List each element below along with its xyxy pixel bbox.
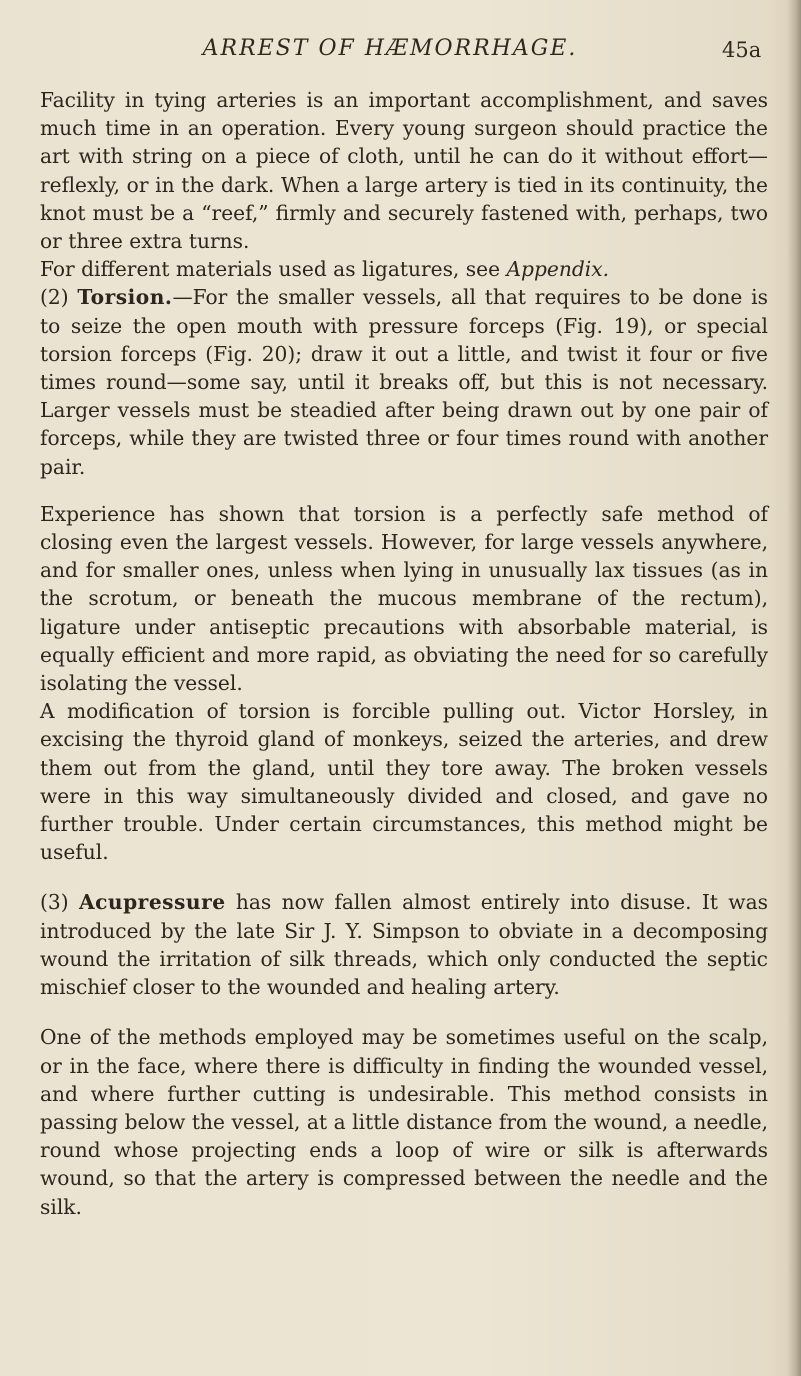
body-text (40, 86, 768, 1221)
paragraph-appendix-reference (40, 255, 768, 283)
acupressure-text: has now fallen almost entirely into disuse. It was introduced by the late Sir J. Y. Simpson to obviate in a decomposing wound the irritation of silk threads, which only conducted the septic mischief closer to the wounded and healing artery. (40, 890, 768, 1000)
appendix-link: Appendix. (506, 257, 610, 282)
page-header (0, 36, 801, 76)
page-number: 45a (722, 38, 762, 62)
torsion-heading: Torsion. (77, 285, 173, 310)
torsion-number: (2) (40, 285, 78, 310)
paragraph-torsion-modification: A modification of torsion is forcible pulling out. Victor Horsley, in excising the thyroid gland of monkeys, seized the arteries, and drew them out from the gland, until they tore away. The broken vessels were in this way simultaneously divided and closed, and gave no further trouble. Under certain circumstances, this method might be useful. (40, 699, 768, 865)
acupressure-number: (3) (40, 890, 79, 915)
paragraph-acupressure-method: One of the methods employed may be sometimes useful on the scalp, or in the face, where there is difficulty in finding the wounded vessel, and where further cutting is undesirable. This method consists in passing below the vessel, at a little distance from the wound, a needle, round whose projecting ends a loop of wire or silk is afterwards wound, so that the artery is compressed between the needle and the silk. (40, 1025, 768, 1219)
paragraph-torsion (40, 283, 768, 480)
torsion-text: —For the smaller vessels, all that requires to be done is to seize the open mouth with pressure forceps (Fig. 19), or special torsion forceps (Fig. 20); draw it out a little, and twist it four or five times round—some say, until it breaks off, but this is not necessary. Larger vessels must be steadied after being drawn out by one pair of forceps, while they are twisted three or four times round with another pair. (40, 285, 768, 479)
page-edge-shadow (787, 0, 801, 1376)
paragraph-acupressure (40, 888, 768, 1001)
paragraph-ligature-facility: Facility in tying arteries is an important accomplishment, and saves much time in an operation. Every young surgeon should practice the art with string on a piece of cloth, until he can do it without effort—reflexly, or in the dark. When a large artery is tied in its continuity, the knot must be a “reef,” firmly and securely fastened with, perhaps, two or three extra turns. (40, 88, 768, 254)
acupressure-heading: Acupressure (78, 890, 226, 915)
appendix-reference-text: For different materials used as ligatures, see (40, 257, 507, 282)
running-head: ARREST OF HÆMORRHAGE. (202, 36, 578, 61)
paragraph-torsion-experience: Experience has shown that torsion is a perfectly safe method of closing even the largest vessels. However, for large vessels anywhere, and for smaller ones, unless when lying in unusually lax tissues (as in the scrotum, or beneath the mucous membrane of the rectum), ligature under antiseptic precautions with absorbable material, is equally efficient and more rapid, as obviating the need for so carefully isolating the vessel. (40, 501, 768, 696)
